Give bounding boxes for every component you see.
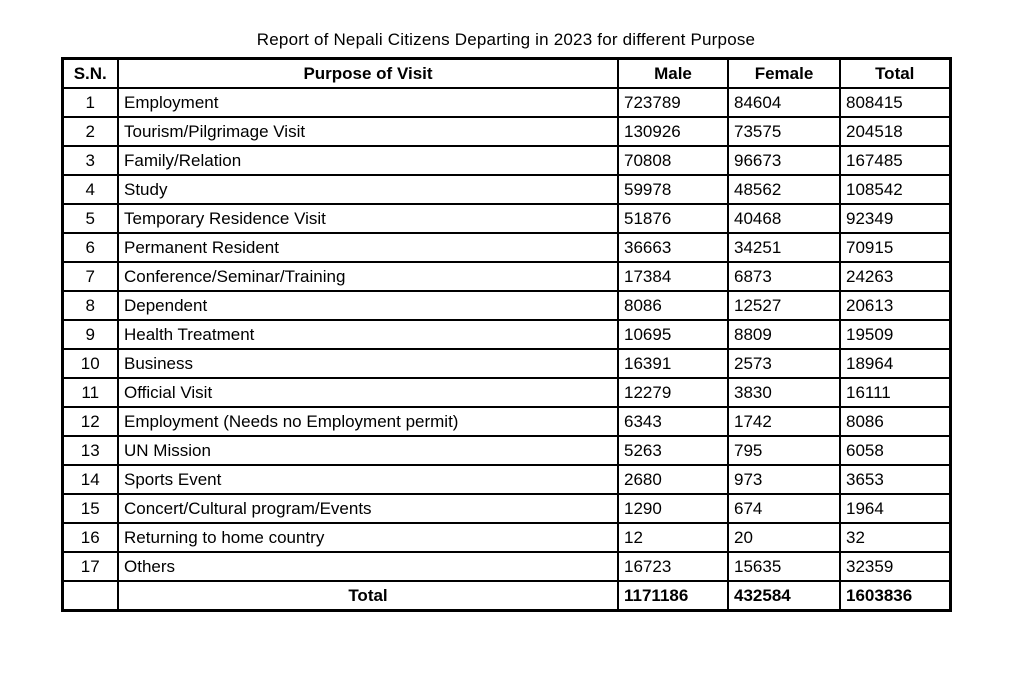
row-female-cell: 795 — [728, 436, 840, 465]
row-sn-cell: 5 — [62, 204, 118, 233]
row-sn-cell: 2 — [62, 117, 118, 146]
row-purpose-cell: Health Treatment — [118, 320, 618, 349]
row-total-cell: 108542 — [840, 175, 950, 204]
total-female-cell: 432584 — [728, 581, 840, 611]
row-male-cell: 1290 — [618, 494, 728, 523]
header-purpose: Purpose of Visit — [118, 59, 618, 89]
row-female-cell: 84604 — [728, 88, 840, 117]
row-total-cell: 167485 — [840, 146, 950, 175]
row-female-cell: 40468 — [728, 204, 840, 233]
header-total: Total — [840, 59, 950, 89]
row-purpose-cell: Employment (Needs no Employment permit) — [118, 407, 618, 436]
row-sn-cell: 9 — [62, 320, 118, 349]
row-total-cell: 92349 — [840, 204, 950, 233]
row-sn-cell: 8 — [62, 291, 118, 320]
row-male-cell: 16723 — [618, 552, 728, 581]
row-sn-cell: 3 — [62, 146, 118, 175]
row-sn-cell: 14 — [62, 465, 118, 494]
row-female-cell: 3830 — [728, 378, 840, 407]
row-purpose-cell: Study — [118, 175, 618, 204]
row-purpose-cell: Dependent — [118, 291, 618, 320]
row-female-cell: 48562 — [728, 175, 840, 204]
row-total-cell: 16111 — [840, 378, 950, 407]
total-row — [62, 581, 950, 611]
row-total-cell: 20613 — [840, 291, 950, 320]
row-male-cell: 5263 — [618, 436, 728, 465]
row-sn-cell: 16 — [62, 523, 118, 552]
row-purpose-cell: Conference/Seminar/Training — [118, 262, 618, 291]
row-total-cell: 70915 — [840, 233, 950, 262]
row-male-cell: 17384 — [618, 262, 728, 291]
row-female-cell: 1742 — [728, 407, 840, 436]
row-female-cell: 973 — [728, 465, 840, 494]
row-male-cell: 36663 — [618, 233, 728, 262]
table-row — [62, 378, 950, 407]
row-female-cell: 15635 — [728, 552, 840, 581]
table-row — [62, 320, 950, 349]
row-total-cell: 18964 — [840, 349, 950, 378]
row-sn-cell: 7 — [62, 262, 118, 291]
row-sn-cell: 6 — [62, 233, 118, 262]
table-row — [62, 175, 950, 204]
row-female-cell: 674 — [728, 494, 840, 523]
row-male-cell: 59978 — [618, 175, 728, 204]
table-row — [62, 262, 950, 291]
total-male-cell: 1171186 — [618, 581, 728, 611]
total-label-cell: Total — [118, 581, 618, 611]
header-row — [62, 59, 950, 89]
report-title: Report of Nepali Citizens Departing in 2023 for different Purpose — [256, 30, 756, 49]
header-male: Male — [618, 59, 728, 89]
row-purpose-cell: Family/Relation — [118, 146, 618, 175]
row-male-cell: 51876 — [618, 204, 728, 233]
row-sn-cell: 11 — [62, 378, 118, 407]
row-female-cell: 8809 — [728, 320, 840, 349]
row-female-cell: 73575 — [728, 117, 840, 146]
table-head — [62, 59, 950, 89]
header-female: Female — [728, 59, 840, 89]
row-purpose-cell: Sports Event — [118, 465, 618, 494]
table-foot — [62, 581, 950, 611]
row-sn-cell: 15 — [62, 494, 118, 523]
row-female-cell: 96673 — [728, 146, 840, 175]
row-purpose-cell: Returning to home country — [118, 523, 618, 552]
row-male-cell: 8086 — [618, 291, 728, 320]
row-male-cell: 12 — [618, 523, 728, 552]
row-purpose-cell: Tourism/Pilgrimage Visit — [118, 117, 618, 146]
row-purpose-cell: Temporary Residence Visit — [118, 204, 618, 233]
table-row — [62, 552, 950, 581]
row-purpose-cell: Others — [118, 552, 618, 581]
row-total-cell: 6058 — [840, 436, 950, 465]
row-total-cell: 19509 — [840, 320, 950, 349]
table-row — [62, 407, 950, 436]
table-row — [62, 523, 950, 552]
row-purpose-cell: Permanent Resident — [118, 233, 618, 262]
row-male-cell: 10695 — [618, 320, 728, 349]
row-total-cell: 24263 — [840, 262, 950, 291]
row-sn-cell: 10 — [62, 349, 118, 378]
row-total-cell: 1964 — [840, 494, 950, 523]
row-male-cell: 16391 — [618, 349, 728, 378]
row-female-cell: 34251 — [728, 233, 840, 262]
departures-table — [61, 57, 952, 612]
table-row — [62, 436, 950, 465]
total-sn-cell — [62, 581, 118, 611]
table-row — [62, 291, 950, 320]
total-total-cell: 1603836 — [840, 581, 950, 611]
row-total-cell: 32 — [840, 523, 950, 552]
row-purpose-cell: Official Visit — [118, 378, 618, 407]
row-sn-cell: 17 — [62, 552, 118, 581]
row-purpose-cell: Concert/Cultural program/Events — [118, 494, 618, 523]
row-female-cell: 6873 — [728, 262, 840, 291]
table-row — [62, 233, 950, 262]
row-purpose-cell: Employment — [118, 88, 618, 117]
table-row — [62, 494, 950, 523]
table-row — [62, 465, 950, 494]
row-female-cell: 20 — [728, 523, 840, 552]
table-row — [62, 349, 950, 378]
row-sn-cell: 12 — [62, 407, 118, 436]
row-sn-cell: 1 — [62, 88, 118, 117]
row-male-cell: 2680 — [618, 465, 728, 494]
table-row — [62, 88, 950, 117]
table-row — [62, 146, 950, 175]
row-purpose-cell: UN Mission — [118, 436, 618, 465]
row-total-cell: 8086 — [840, 407, 950, 436]
row-male-cell: 12279 — [618, 378, 728, 407]
row-total-cell: 808415 — [840, 88, 950, 117]
row-total-cell: 204518 — [840, 117, 950, 146]
table-body — [62, 88, 950, 581]
row-female-cell: 12527 — [728, 291, 840, 320]
header-sn: S.N. — [62, 59, 118, 89]
row-male-cell: 6343 — [618, 407, 728, 436]
row-total-cell: 3653 — [840, 465, 950, 494]
row-sn-cell: 4 — [62, 175, 118, 204]
table-row — [62, 204, 950, 233]
row-female-cell: 2573 — [728, 349, 840, 378]
row-male-cell: 130926 — [618, 117, 728, 146]
row-male-cell: 723789 — [618, 88, 728, 117]
row-male-cell: 70808 — [618, 146, 728, 175]
table-row — [62, 117, 950, 146]
row-purpose-cell: Business — [118, 349, 618, 378]
row-sn-cell: 13 — [62, 436, 118, 465]
row-total-cell: 32359 — [840, 552, 950, 581]
